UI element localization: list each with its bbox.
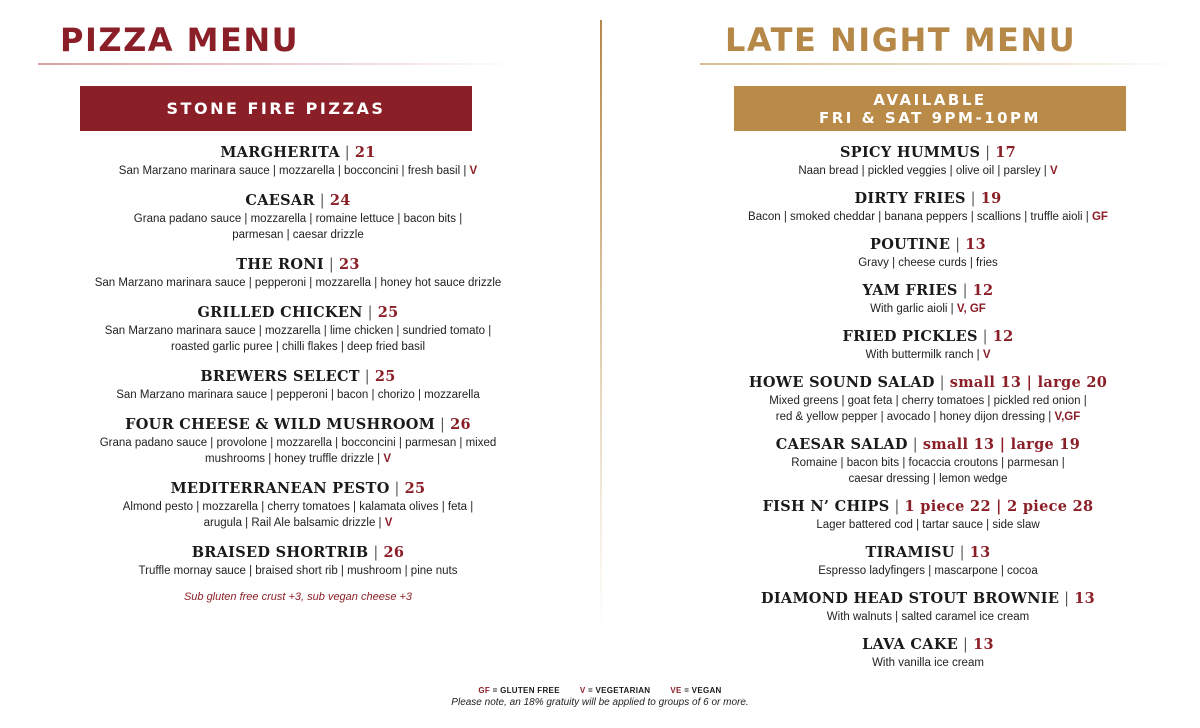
menu-item-price: 23 — [338, 256, 360, 273]
description-line: San Marzano marinara sauce | mozzarella | bocconcini | fresh basil | — [118, 165, 470, 177]
menu-item-description — [38, 323, 558, 355]
legend-label: = GLUTEN FREE — [492, 686, 560, 695]
description-line: Almond pesto | mozzarella | cherry tomatoes | kalamata olives | feta | — [122, 501, 474, 513]
availability-line-2: FRI & SAT 9PM-10PM — [819, 108, 1041, 127]
menu-item-name: DIRTY FRIES — [854, 190, 966, 207]
description-line: Bacon | smoked cheddar | banana peppers | scallions | truffle aioli | — [748, 211, 1092, 223]
menu-item-description — [700, 655, 1156, 671]
menu-item-title — [38, 367, 558, 387]
menu-item-name: BRAISED SHORTRIB — [191, 544, 369, 561]
description-line: Espresso ladyfingers | mascarpone | cocoa — [818, 565, 1038, 577]
menu-item-title — [38, 479, 558, 499]
menu-item-price: 17 — [995, 144, 1017, 161]
description-line: Truffle mornay sauce | braised short rib | mushroom | pine nuts — [138, 565, 458, 577]
legend-label: = VEGETARIAN — [588, 686, 651, 695]
price-separator: | — [965, 191, 981, 207]
menu-item-price: 12 — [972, 282, 994, 299]
menu-item-name: CAESAR SALAD — [775, 436, 908, 453]
late-night-title: LATE NIGHT MENU — [725, 21, 1077, 59]
menu-item-name: TIRAMISU — [865, 544, 955, 561]
menu-item-name: THE RONI — [236, 256, 324, 273]
description-line: Romaine | bacon bits | focaccia croutons | parmesan | — [791, 457, 1065, 469]
menu-item — [700, 635, 1156, 671]
price-separator: | — [362, 305, 378, 321]
menu-item-price: 24 — [329, 192, 351, 209]
pizza-title-rule — [38, 63, 518, 65]
menu-item — [700, 327, 1156, 363]
description-line: Gravy | cheese curds | fries — [858, 257, 998, 269]
menu-item-name: POUTINE — [870, 236, 951, 253]
late-night-item-list — [700, 143, 1156, 681]
menu-item-description — [38, 275, 558, 291]
description-line: Lager battered cod | tartar sauce | side slaw — [816, 519, 1040, 531]
stone-fire-banner-label: STONE FIRE PIZZAS — [166, 99, 386, 118]
menu-item — [700, 589, 1156, 625]
menu-item-description — [700, 347, 1156, 363]
menu-item-price: 13 — [1074, 590, 1096, 607]
menu-item — [700, 373, 1156, 425]
menu-item — [700, 435, 1156, 487]
pizza-menu-title: PIZZA MENU — [60, 21, 300, 59]
footer — [0, 686, 1200, 708]
menu-item-description — [700, 255, 1156, 271]
menu-item-name: FRIED PICKLES — [842, 328, 978, 345]
menu-item-price: 25 — [377, 304, 399, 321]
availability-line-1: AVAILABLE — [873, 90, 987, 109]
price-separator: | — [389, 481, 405, 497]
price-separator: | — [314, 193, 330, 209]
menu-item-title — [38, 191, 558, 211]
menu-item-description — [700, 517, 1156, 533]
description-line: San Marzano marinara sauce | pepperoni | bacon | chorizo | mozzarella — [116, 389, 480, 401]
pizza-item-list — [38, 143, 558, 603]
menu-item — [38, 479, 558, 531]
diet-tag: V — [1050, 165, 1058, 177]
menu-item-price: 1 piece 22 | 2 piece 28 — [904, 498, 1094, 515]
description-line: With buttermilk ranch | — [865, 349, 983, 361]
price-separator: | — [435, 417, 451, 433]
price-separator: | — [980, 145, 996, 161]
menu-item-price: 25 — [374, 368, 396, 385]
menu-item-title — [38, 255, 558, 275]
price-separator: | — [907, 437, 923, 453]
menu-item-name: DIAMOND HEAD STOUT BROWNIE — [760, 590, 1060, 607]
price-separator: | — [339, 145, 355, 161]
menu-item-price: 25 — [404, 480, 426, 497]
menu-item-price: 12 — [992, 328, 1014, 345]
description-line: Mixed greens | goat feta | cherry tomatoes | pickled red onion | — [769, 395, 1087, 407]
legend-code: VE — [670, 686, 682, 695]
menu-item-description — [700, 301, 1156, 317]
column-divider — [600, 20, 602, 630]
menu-item-description — [700, 563, 1156, 579]
menu-item-price: 13 — [973, 636, 994, 653]
description-line: mushrooms | honey truffle drizzle | — [204, 453, 384, 465]
menu-item-description — [38, 211, 558, 243]
price-separator: | — [950, 237, 966, 253]
menu-item-price: small 13 | large 20 — [949, 374, 1108, 391]
menu-item-title — [700, 281, 1156, 301]
menu-item — [700, 143, 1156, 179]
diet-tag: V — [384, 517, 393, 529]
description-line: San Marzano marinara sauce | mozzarella | lime chicken | sundried tomato | — [104, 325, 492, 337]
description-line: With garlic aioli | — [870, 303, 957, 315]
menu-item-description — [700, 455, 1156, 487]
menu-item-name: HOWE SOUND SALAD — [748, 374, 935, 391]
gratuity-note: Please note, an 18% gratuity will be applied to groups of 6 or more. — [451, 697, 749, 708]
diet-legend — [0, 686, 1200, 695]
menu-item — [700, 281, 1156, 317]
stone-fire-banner — [80, 86, 472, 131]
description-line: parmesan | caesar drizzle — [232, 229, 364, 241]
description-line: With vanilla ice cream — [872, 657, 984, 669]
menu-item-name: SPICY HUMMUS — [839, 144, 981, 161]
menu-item-name: BREWERS SELECT — [200, 368, 360, 385]
menu-item-price: 13 — [965, 236, 986, 253]
menu-item-price: 21 — [354, 144, 376, 161]
menu-item-description — [38, 163, 558, 179]
diet-tag: V — [383, 453, 391, 465]
description-line: San Marzano marinara sauce | pepperoni | mozzarella | honey hot sauce drizzle — [94, 277, 502, 289]
late-night-title-rule — [700, 63, 1180, 65]
menu-item-price: 13 — [969, 544, 991, 561]
price-separator: | — [323, 257, 339, 273]
menu-item — [38, 415, 558, 467]
menu-item — [700, 235, 1156, 271]
description-line: Naan bread | pickled veggies | olive oil | parsley | — [798, 165, 1050, 177]
menu-item-price: 26 — [450, 416, 471, 433]
description-line: roasted garlic puree | chilli flakes | deep fried basil — [171, 341, 425, 353]
diet-tag: V — [982, 349, 991, 361]
menu-item-description — [700, 209, 1156, 225]
legend-code: GF — [478, 686, 491, 695]
menu-item-name: LAVA CAKE — [862, 636, 959, 653]
menu-item-title — [700, 143, 1156, 163]
price-separator: | — [934, 375, 950, 391]
menu-item-title — [700, 635, 1156, 655]
menu-item-price: 26 — [383, 544, 405, 561]
menu-item-description — [700, 393, 1156, 425]
description-line: caesar dressing | lemon wedge — [848, 473, 1008, 485]
menu-item-title — [700, 497, 1156, 517]
menu-item — [38, 143, 558, 179]
menu-item-name: YAM FRIES — [862, 282, 958, 299]
menu-item-title — [700, 327, 1156, 347]
menu-item-name: MARGHERITA — [220, 144, 340, 161]
menu-item-title — [38, 415, 558, 435]
diet-tag: V — [469, 165, 478, 177]
diet-tag: V,GF — [1054, 411, 1081, 423]
diet-tag: GF — [1091, 211, 1108, 223]
menu-item-name: MEDITERRANEAN PESTO — [170, 480, 390, 497]
price-separator: | — [1059, 591, 1075, 607]
menu-item-description — [700, 163, 1156, 179]
diet-tag: V, GF — [956, 303, 986, 315]
price-separator: | — [958, 637, 974, 653]
menu-item-title — [38, 303, 558, 323]
menu-item — [700, 497, 1156, 533]
menu-item-title — [700, 373, 1156, 393]
menu-item-title — [700, 589, 1156, 609]
menu-item-price: 19 — [980, 190, 1002, 207]
description-line: Grana padano sauce | mozzarella | romaine lettuce | bacon bits | — [133, 213, 463, 225]
menu-item-description — [38, 387, 558, 403]
menu-item-name: FISH N’ CHIPS — [762, 498, 890, 515]
menu-item-title — [700, 189, 1156, 209]
menu-item-name: FOUR CHEESE & WILD MUSHROOM — [125, 416, 436, 433]
menu-item-description — [38, 563, 558, 579]
menu-item-price: small 13 | large 19 — [922, 436, 1081, 453]
menu-item — [38, 255, 558, 291]
price-separator: | — [359, 369, 375, 385]
menu-item-title — [700, 235, 1156, 255]
menu-item-title — [700, 543, 1156, 563]
price-separator: | — [368, 545, 384, 561]
menu-item-title — [38, 143, 558, 163]
menu-item — [38, 367, 558, 403]
price-separator: | — [957, 283, 973, 299]
menu-item — [700, 189, 1156, 225]
menu-item — [700, 543, 1156, 579]
menu-item-name: CAESAR — [245, 192, 315, 209]
substitution-note: Sub gluten free crust +3, sub vegan cheese +3 — [183, 591, 413, 603]
description-line: With walnuts | salted caramel ice cream — [826, 611, 1030, 623]
price-separator: | — [954, 545, 970, 561]
menu-item-title — [700, 435, 1156, 455]
menu-item-description — [700, 609, 1156, 625]
description-line: Grana padano sauce | provolone | mozzarella | bocconcini | parmesan | mixed — [99, 437, 497, 449]
menu-item-description — [38, 435, 558, 467]
menu-item-title — [38, 543, 558, 563]
availability-banner — [734, 86, 1126, 131]
price-separator: | — [977, 329, 993, 345]
menu-item — [38, 303, 558, 355]
description-line: arugula | Rail Ale balsamic drizzle | — [203, 517, 385, 529]
menu-item — [38, 543, 558, 579]
menu-item-description — [38, 499, 558, 531]
legend-label: = VEGAN — [684, 686, 722, 695]
legend-code: V — [579, 686, 586, 695]
menu-item — [38, 191, 558, 243]
menu-item-name: GRILLED CHICKEN — [197, 304, 363, 321]
description-line: red & yellow pepper | avocado | honey dijon dressing | — [775, 411, 1055, 423]
price-separator: | — [889, 499, 905, 515]
